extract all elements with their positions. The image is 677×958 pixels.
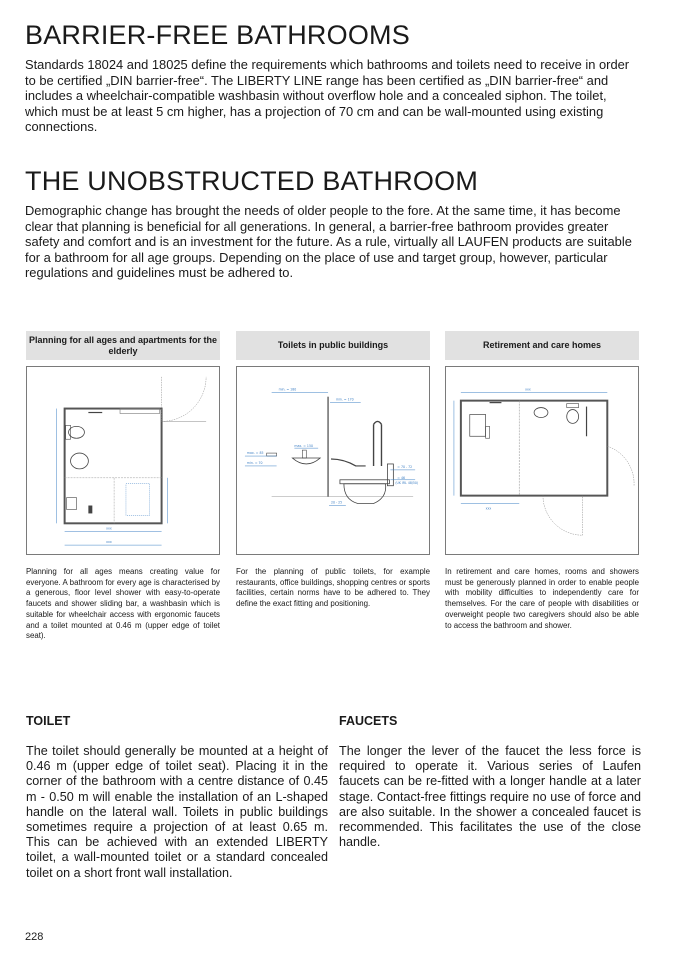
dim-top: min. = 180 [278, 387, 297, 392]
svg-text:xxx: xxx [525, 387, 531, 392]
toilet-heading: TOILET [26, 714, 71, 728]
dim-right-1: = 70 - 72 [397, 464, 413, 469]
panel-caption-care-homes: In retirement and care homes, rooms and showers must be generously planned in order to enable people with mobility difficulties to independently care for themselves. For the care of people with disabilities or overweight people two caregivers should also be able to access the bathroom and shower. [445, 567, 639, 630]
svg-text:xxx: xxx [485, 506, 492, 511]
svg-text:xxx: xxx [106, 526, 112, 531]
panel-title-care-homes: Retirement and care homes [445, 331, 639, 360]
floorplan-all-ages [26, 366, 220, 555]
floorplan-care-homes-drawing [446, 367, 638, 554]
faucets-heading: FAUCETS [339, 714, 398, 728]
panel-title-public-toilets: Toilets in public buildings [236, 331, 430, 360]
dim-right-3: (UK IRL 48/50) [395, 480, 419, 485]
dim-right-top: min. = 170 [335, 397, 354, 402]
svg-text:xxx: xxx [106, 540, 112, 545]
page-number: 228 [25, 931, 44, 943]
floorplan-care-homes [445, 366, 639, 555]
elevation-public-toilets-drawing [237, 367, 429, 554]
elevation-public-toilets [236, 366, 430, 555]
dim-basin-top: max. = 150 [294, 444, 313, 449]
panel-caption-all-ages: Planning for all ages means creating value for everyone. A bathroom for every age is characterised by a generous, floor level shower with easy-to-operate faucets and shower sliding bar, a washbasin which is suitable for wheelchair access with ergonomic faucets and a toilet mounted at 0.46 m (upper edge of toilet seat). [26, 567, 220, 641]
section-body-barrier-free: Standards 18024 and 18025 define the requirements which bathrooms and toilets need to receive in order to be certified „DIN barrier-free“. The LIBERTY LINE range has been certified as „DIN barrier-free“ and includes a wheelchair-compatible washbasin without overflow hole and a concealed siphon. The toilet, which must be at least 5 cm higher, has a projection of 70 cm and can be wall-mounted using existing connections. [25, 57, 630, 134]
toilet-body: The toilet should generally be mounted at a height of 0.46 m (upper edge of toilet seat). Placing it in the corner of the bathroom with a centre distance of 0.45 m - 0.50 m will enable the installation of an L-shaped handle on the lateral wall. Toilets in public buildings sometimes require a projection of at least 0.65 m. This can be achieved with an extended LIBERTY toilet, a wall-mounted toilet or a standard concealed toilet on a short front wall installation. [26, 744, 328, 880]
panel-title-all-ages: Planning for all ages and apartments for the elderly [26, 331, 220, 360]
panel-caption-public-toilets: For the planning of public toilets, for example restaurants, office buildings, shopping centres or sports facilities, certain norms have to be adhered to. They define the exact fitting and positioning. [236, 567, 430, 609]
faucets-body: The longer the lever of the faucet the less force is required to operate it. Various series of Laufen faucets can be re-fitted with a longer handle at a later stage. Contact-free fittings require no use of force and are also suitable. In the shower a concealed faucet is recommended. This facilitates the use of the close handle. [339, 744, 641, 850]
dim-right-2: = 46 [397, 475, 405, 480]
dim-bottom: 20 - 25 [331, 500, 343, 505]
section-title-barrier-free: BARRIER-FREE BATHROOMS [25, 20, 410, 50]
floorplan-all-ages-drawing [27, 367, 219, 554]
section-body-unobstructed: Demographic change has brought the needs of older people to the fore. At the same time, it has become clear that planning is beneficial for all generations. In general, a barrier-free bathroom provides greater safety and comfort and is an investment for the future. As a rule, virtually all LAUFEN products are suitable for a bathroom for all age groups. Depending on the place of use and target group, however, particular regulations and guidelines must be adhered to. [25, 203, 632, 280]
dim-left-1: max. = 85 [246, 451, 264, 456]
dim-left-2: min. = 70 [246, 460, 263, 465]
section-title-unobstructed: THE UNOBSTRUCTED BATHROOM [25, 166, 479, 196]
